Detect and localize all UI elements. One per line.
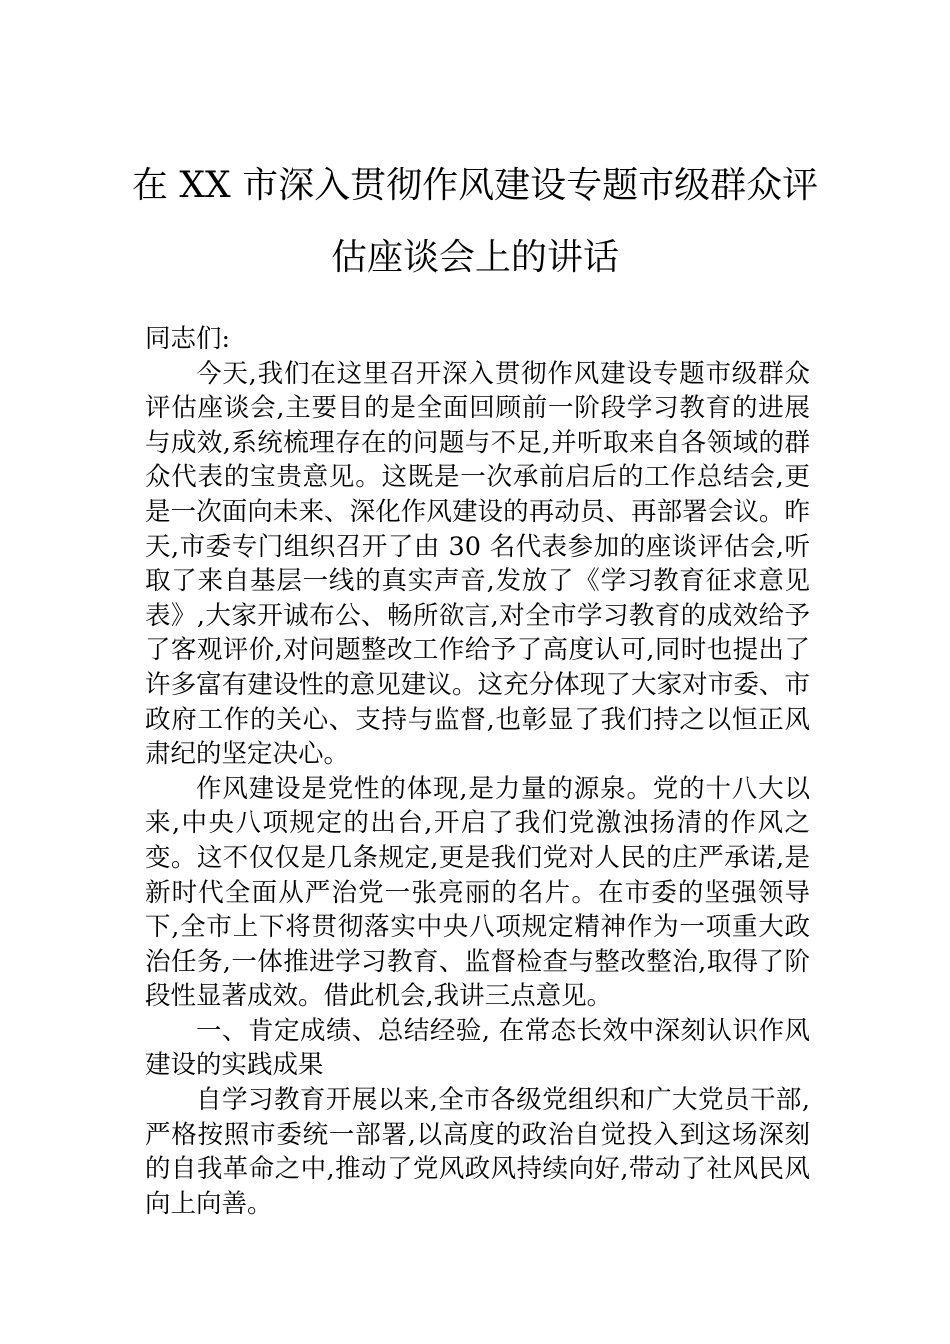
document-body	[145, 322, 810, 1221]
paragraph-section-1: 自学习教育开展以来,全市各级党组织和广大党员干部,严格按照市委统一部署,以高度的政治自觉投入到这场深刻的自我革命之中,推动了党风政风持续向好,带动了社风民风向上向善。	[145, 1085, 810, 1219]
paragraph-style-building: 作风建设是党性的体现,是力量的源泉。党的十八大以来,中央八项规定的出台,开启了我们党激浊扬清的作风之变。这不仅仅是几条规定,更是我们党对人民的庄严承诺,是新时代全面从严治党一张亮丽的名片。在市委的坚强领导下,全市上下将贯彻落实中央八项规定精神作为一项重大政治任务,一体推进学习教育、监督检查与整改整治,取得了阶段性显著成效。借此机会,我讲三点意见。	[145, 773, 810, 1012]
document-title-line-1: 在 XX 市深入贯彻作风建设专题市级群众评	[131, 165, 819, 206]
paragraph-opening: 今天,我们在这里召开深入贯彻作风建设专题市级群众评估座谈会,主要目的是全面回顾前一阶段学习教育的进展与成效,系统梳理存在的问题与不足,并听取来自各领域的群众代表的宝贵意见。这既是一次承前启后的工作总结会,更是一次面向未来、深化作风建设的再动员、再部署会议。昨天,市委专门组织召开了由 30 名代表参加的座谈评估会,听取了来自基层一线的真实声音,发放了《学习教育征求意见表》,大家开诚布公、畅所欲言,对全市学习教育的成效给予了客观评价,对问题整改工作给予了高度认可,同时也提出了许多富有建设性的意见建议。这充分体现了大家对市委、市政府工作的关心、支持与监督,也彰显了我们持之以恒正风肃纪的坚定决心。	[145, 358, 810, 770]
salutation: 同志们:	[145, 324, 231, 354]
section-heading-1: 一、肯定成绩、总结经验, 在常态长效中深刻认识作风建设的实践成果	[145, 1015, 810, 1081]
document-title-line-2: 估座谈会上的讲话	[330, 237, 619, 278]
